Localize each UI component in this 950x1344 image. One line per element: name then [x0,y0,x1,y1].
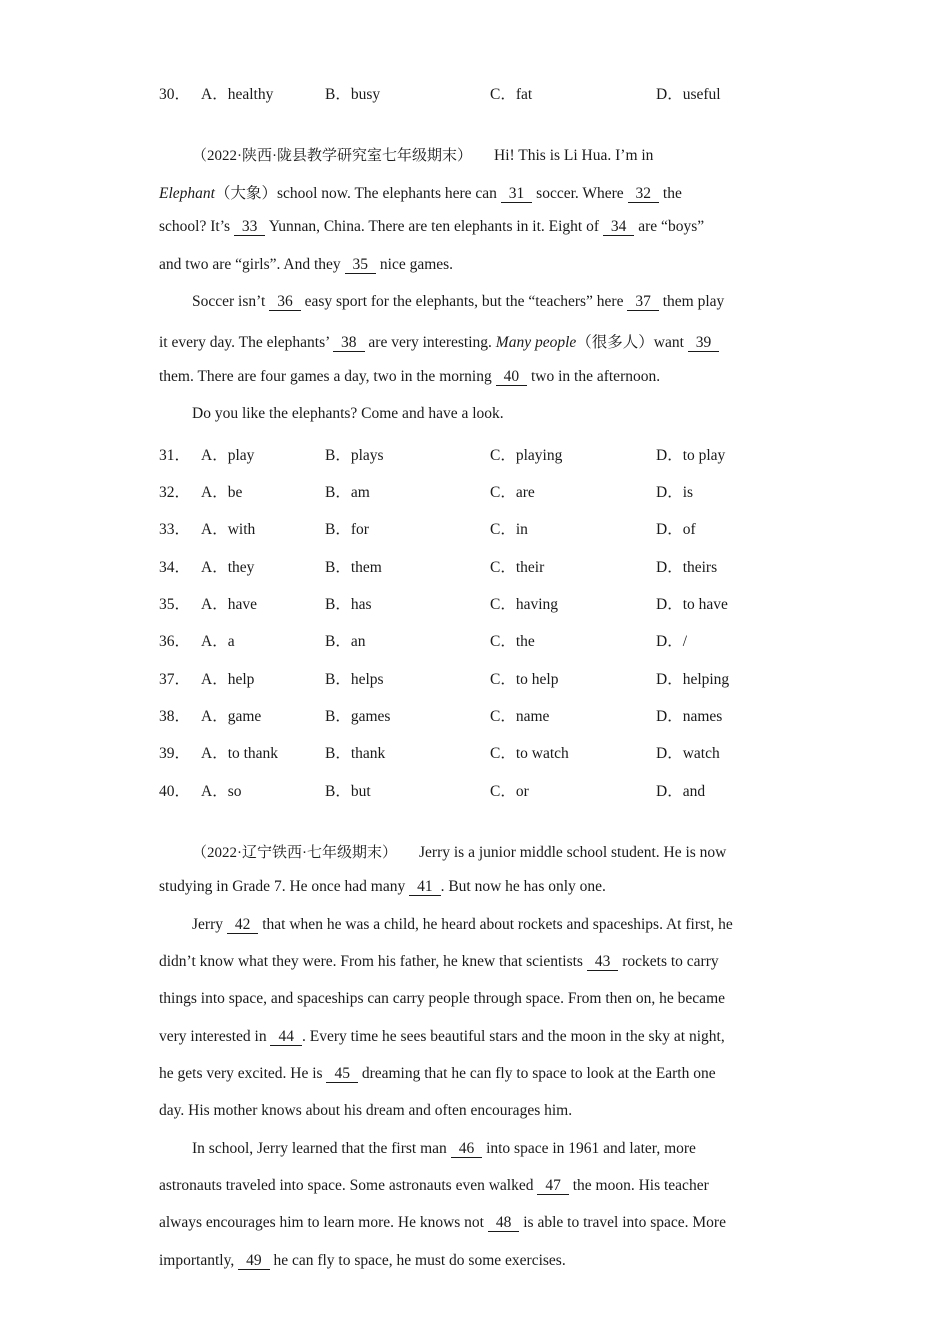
passage1-text: nice games. [379,256,454,273]
option-a[interactable]: A．so [201,783,242,800]
passage2-line-5 [159,990,725,1012]
q30-number: 30． [159,86,191,103]
passage1-text: them play [662,293,725,310]
passage1-text: and two are “girls”. And they [159,256,341,273]
passage1-text: easy sport for the elephants, but the “teachers” here [304,293,624,310]
option-a[interactable]: A．a [201,633,235,650]
option-b[interactable]: B．plays [325,447,384,464]
passage2-source: （2022·辽宁铁西·七年级期末） [192,845,397,861]
passage2-text: Jerry is a junior middle school student. He is now [419,844,727,861]
question-number: 31． [159,447,191,464]
option-d[interactable]: D．of [656,521,696,538]
q30-option-c: C．fat [490,86,533,103]
question-number: 34． [159,559,191,576]
passage1-text: （大象）school now. The elephants here can [214,185,497,202]
option-c[interactable]: C．in [490,521,528,538]
passage1-text: Soccer isn’t [192,293,266,310]
passage1-line-6 [159,330,719,352]
passage1-text: Yunnan, China. There are ten elephants in it. Eight of [268,218,600,235]
q30-option-d: D．useful [656,86,721,103]
option-c[interactable]: C．or [490,783,529,800]
option-a[interactable]: A．with [201,521,256,538]
passage1-text: two in the afternoon. [530,368,661,385]
passage2-text: things into space, and spaceships can carry people through space. From then on, he became [159,990,725,1007]
passage2-text: . But now he has only one. [440,878,606,895]
passage2-text: he can fly to space, he must do some exercises. [273,1252,566,1269]
option-d[interactable]: D．to have [656,596,728,613]
option-c[interactable]: C．are [490,484,535,501]
blank-49[interactable]: 49 [238,1252,270,1270]
option-c[interactable]: C．their [490,559,545,576]
passage2-text: he gets very excited. He is [159,1065,323,1082]
passage2-line-9 [192,1140,696,1162]
passage2-text: always encourages him to learn more. He knows not [159,1214,484,1231]
passage2-line-11 [159,1214,726,1236]
option-b[interactable]: B．but [325,783,371,800]
question-number: 40． [159,783,191,800]
passage1-line-1 [192,144,653,166]
passage1-source: （2022·陕西·陇县教学研究室七年级期末） [192,148,472,164]
blank-42[interactable]: 42 [227,916,259,934]
blank-37[interactable]: 37 [627,293,659,311]
passage1-line-3 [159,218,704,240]
blank-36[interactable]: 36 [269,293,301,311]
option-c[interactable]: C．playing [490,447,563,464]
blank-47[interactable]: 47 [537,1177,569,1195]
q30-option-b: B．busy [325,86,381,103]
option-d[interactable]: D．/ [656,633,688,650]
passage2-text: very interested in [159,1028,267,1045]
blank-45[interactable]: 45 [326,1065,358,1083]
option-b[interactable]: B．thank [325,745,386,762]
passage1-text: them. There are four games a day, two in the morning [159,368,492,385]
passage1-text: （很多人）want [576,334,684,351]
passage2-text: dreaming that he can fly to space to look at the Earth one [361,1065,716,1082]
q30-option-a: A．healthy [201,86,274,103]
passage1-text: Do you like the elephants? Come and have a look. [192,405,504,422]
option-c[interactable]: C．having [490,596,559,613]
option-a[interactable]: A．game [201,708,262,725]
blank-40[interactable]: 40 [496,368,528,386]
passage2-line-10 [159,1177,709,1199]
question-number: 36． [159,633,191,650]
passage1-text: Hi! This is Li Hua. I’m in [494,147,654,164]
option-c[interactable]: C．to help [490,671,559,688]
question-number: 39． [159,745,191,762]
passage1-text: Elephant [159,185,215,202]
blank-48[interactable]: 48 [488,1214,520,1232]
blank-31[interactable]: 31 [501,185,533,203]
option-b[interactable]: B．has [325,596,372,613]
blank-33[interactable]: 33 [234,218,266,236]
option-c[interactable]: C．the [490,633,535,650]
passage2-text: In school, Jerry learned that the first man [192,1140,447,1157]
option-d[interactable]: D．watch [656,745,720,762]
passage1-line-7 [159,368,660,390]
question-number: 35． [159,596,191,613]
passage1-line-4 [159,256,453,278]
passage2-text: Jerry [192,916,223,933]
option-b[interactable]: B．helps [325,671,384,688]
passage1-text: are “boys” [638,218,705,235]
blank-38[interactable]: 38 [333,334,365,352]
question-number: 37． [159,671,191,688]
passage1-text: soccer. Where [536,185,624,202]
question-number: 32． [159,484,191,501]
passage2-line-4 [159,953,719,975]
option-d[interactable]: D．is [656,484,694,501]
blank-32[interactable]: 32 [628,185,660,203]
passage2-text: into space in 1961 and later, more [486,1140,696,1157]
option-b[interactable]: B．games [325,708,391,725]
option-a[interactable]: A．have [201,596,257,613]
passage1-text: are very interesting. [368,334,492,351]
passage1-text: the [662,185,682,202]
option-a[interactable]: A．play [201,447,255,464]
question-number: 33． [159,521,191,538]
blank-34[interactable]: 34 [603,218,635,236]
blank-43[interactable]: 43 [587,953,619,971]
passage1-text: Many people [495,334,577,351]
passage2-text: astronauts traveled into space. Some astronauts even walked [159,1177,534,1194]
passage2-text: didn’t know what they were. From his father, he knew that scientists [159,953,583,970]
option-b[interactable]: B．for [325,521,369,538]
option-c[interactable]: C．to watch [490,745,569,762]
option-a[interactable]: A．to thank [201,745,279,762]
option-d[interactable]: D．theirs [656,559,718,576]
passage2-text: rockets to carry [622,953,719,970]
passage2-line-3 [192,916,733,938]
option-a[interactable]: A．they [201,559,255,576]
option-a[interactable]: A．be [201,484,243,501]
blank-44[interactable]: 44 [270,1028,302,1046]
option-b[interactable]: B．an [325,633,366,650]
passage1-line-5 [192,293,724,315]
option-d[interactable]: D．and [656,783,706,800]
option-b[interactable]: B．them [325,559,382,576]
passage2-text: that when he was a child, he heard about rockets and spaceships. At first, he [262,916,733,933]
passage2-text: day. His mother knows about his dream and often encourages him. [159,1102,573,1119]
passage2-text: importantly, [159,1252,235,1269]
blank-46[interactable]: 46 [451,1140,483,1158]
option-d[interactable]: D．to play [656,447,726,464]
option-a[interactable]: A．help [201,671,255,688]
passage2-text: the moon. His teacher [572,1177,709,1194]
option-d[interactable]: D．names [656,708,723,725]
passage1-line-8 [192,405,504,427]
passage2-text: . Every time he sees beautiful stars and the moon in the sky at night, [301,1028,725,1045]
question-number: 38． [159,708,191,725]
option-c[interactable]: C．name [490,708,550,725]
passage1-line-2 [159,181,682,203]
option-b[interactable]: B．am [325,484,370,501]
passage1-text: school? It’s [159,218,231,235]
passage2-line-6 [159,1028,725,1050]
passage2-line-12 [159,1252,566,1274]
option-d[interactable]: D．helping [656,671,730,688]
blank-41[interactable]: 41 [409,878,441,896]
passage2-text: studying in Grade 7. He once had many [159,878,406,895]
blank-39[interactable]: 39 [688,334,720,352]
passage2-line-2 [159,878,606,900]
passage2-text: is able to travel into space. More [523,1214,726,1231]
passage2-line-8 [159,1102,572,1124]
passage1-text: it every day. The elephants’ [159,334,330,351]
blank-35[interactable]: 35 [345,256,377,274]
passage2-line-1 [192,841,726,863]
passage2-line-7 [159,1065,716,1087]
